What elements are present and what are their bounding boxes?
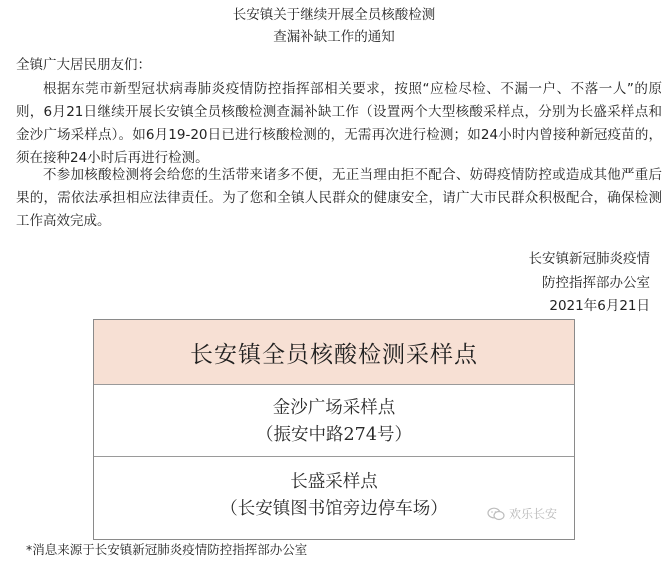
watermark bbox=[487, 505, 557, 522]
paragraph-1: 根据东莞市新型冠状病毒肺炎疫情防控指挥部相关要求，按照“应检尽检、不漏一户、不落一人”的原则，6月21日继续开展长安镇全员核酸检测查漏补缺工作（设置两个大型核酸采样点，分别为长盛采样点和金沙广场采样点）。如6月19-20日已进行核酸检测的，无需再次进行检测；如24小时内曾接种新冠疫苗的，须在接种24小时后再进行检测。 bbox=[16, 81, 662, 166]
table-row bbox=[94, 385, 574, 457]
table-header bbox=[94, 320, 574, 385]
footnote: *消息来源于长安镇新冠肺炎疫情防控指挥部办公室 bbox=[26, 542, 308, 557]
greeting: 全镇广大居民朋友们： bbox=[16, 57, 151, 73]
site-name: 长盛采样点 bbox=[290, 472, 378, 492]
signature-line1: 长安镇新冠肺炎疫情 bbox=[528, 251, 650, 267]
paragraph-2: 不参加核酸检测将会给您的生活带来诸多不便，无正当理由拒不配合、妨碍疫情防控或造成其他严重后果的，需依法承担相应法律责任。为了您和全镇人民群众的健康安全，请广大市民群众积极配合，确保检测工作高效完成。 bbox=[16, 167, 662, 229]
notice-date: 2021年6月21日 bbox=[549, 298, 650, 314]
site-address: （振安中路274号） bbox=[256, 425, 412, 445]
notice-title-line1: 长安镇关于继续开展全员核酸检测 bbox=[232, 7, 436, 23]
wechat-icon bbox=[487, 507, 505, 521]
site-address: （长安镇图书馆旁边停车场） bbox=[220, 499, 448, 519]
notice-title-line2: 查漏补缺工作的通知 bbox=[273, 29, 395, 45]
watermark-text: 欢乐长安 bbox=[509, 507, 558, 521]
table-row bbox=[94, 457, 574, 539]
signature-line2: 防控指挥部办公室 bbox=[542, 275, 650, 291]
site-name: 金沙广场采样点 bbox=[272, 398, 396, 418]
table-header-text: 长安镇全员核酸检测采样点 bbox=[190, 341, 478, 368]
